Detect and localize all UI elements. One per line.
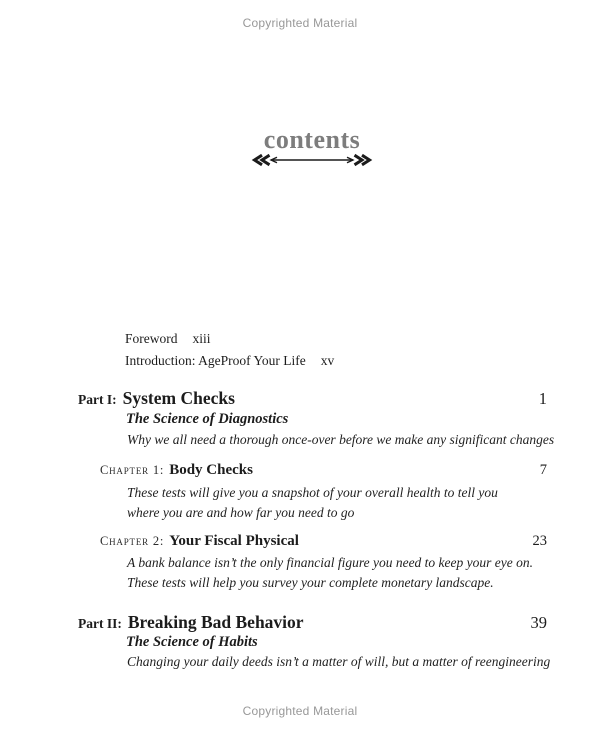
description-line: where you are and how far you need to go: [127, 504, 355, 520]
part-label: Part I:: [78, 392, 117, 407]
toc-chapter-row: [100, 462, 547, 479]
toc-part-row: [78, 612, 547, 633]
description-line: These tests will give you a snapshot of your overall health to tell you: [127, 485, 498, 500]
chapter-page-number: 23: [532, 533, 547, 549]
contents-title: contents: [263, 125, 361, 154]
front-matter-label: Introduction: AgeProof Your Life: [125, 353, 306, 368]
description-line: A bank balance isn’t the only financial figure you need to keep your eye on.: [127, 555, 534, 570]
part-title: System Checks: [122, 388, 235, 408]
chapter-description: [127, 483, 498, 522]
toc-chapter-row: [100, 533, 547, 550]
copyright-notice-top: Copyrighted Material: [242, 16, 358, 30]
arrow-divider-icon: [251, 153, 373, 167]
chapter-description: [127, 553, 533, 592]
part-page-number: 39: [530, 613, 547, 632]
part-description: [127, 652, 550, 672]
part-description: [127, 430, 554, 450]
description-line: These tests will help you survey your complete monetary landscape.: [127, 574, 494, 590]
part-title: Breaking Bad Behavior: [127, 612, 304, 632]
front-matter-page-number: xv: [320, 353, 335, 368]
description-line: Changing your daily deeds isn’t a matter of will, but a matter of reengineering: [127, 654, 551, 669]
front-matter-row-foreword: [125, 330, 211, 348]
part-subtitle: The Science of Diagnostics: [126, 411, 289, 427]
chapter-title: Your Fiscal Physical: [169, 533, 299, 549]
front-matter-page-number: xiii: [192, 331, 211, 346]
toc-part-row: [78, 388, 547, 409]
part-label: Part II:: [78, 616, 122, 631]
chapter-page-number: 7: [539, 462, 547, 478]
part-page-number: 1: [538, 389, 547, 408]
copyright-notice-bottom: Copyrighted Material: [242, 704, 358, 718]
chapter-title: Body Checks: [169, 462, 253, 478]
front-matter-label: Foreword: [125, 331, 178, 346]
front-matter-row-introduction: [125, 352, 334, 370]
chapter-label: Chapter 1:: [100, 463, 165, 477]
part-subtitle: The Science of Habits: [126, 634, 258, 650]
chapter-label: Chapter 2:: [100, 534, 165, 548]
description-line: Why we all need a thorough once-over before we make any significant changes: [127, 432, 555, 447]
